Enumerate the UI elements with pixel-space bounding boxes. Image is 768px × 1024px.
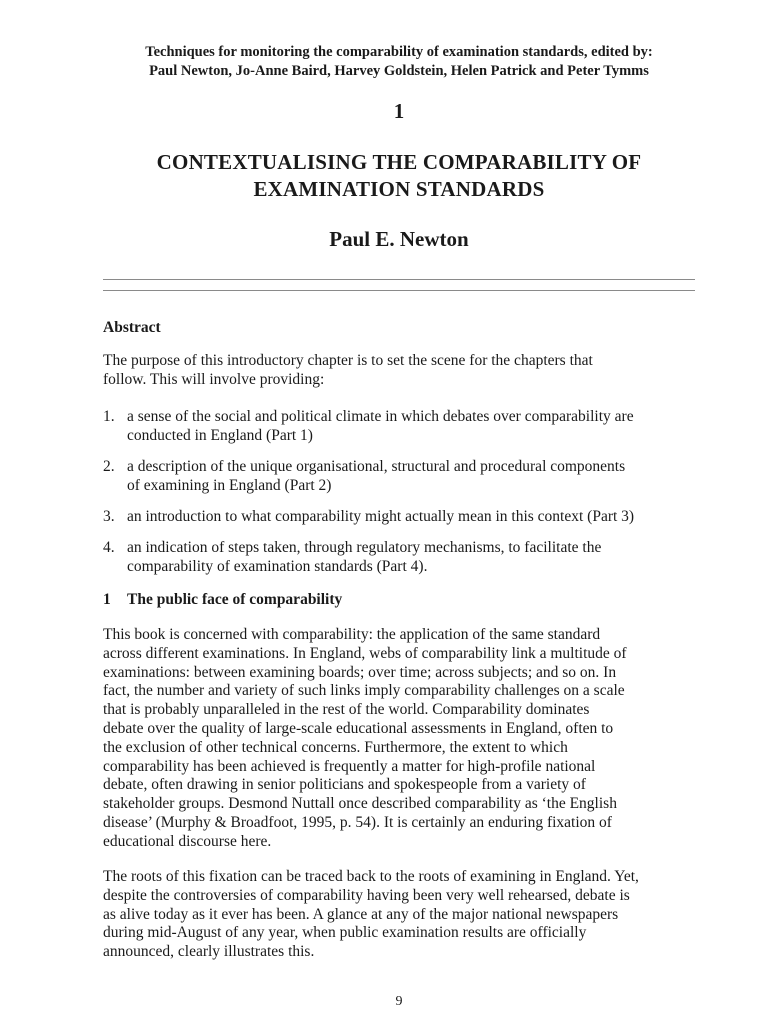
paragraph-line: the exclusion of other technical concerns. Furthermore, the extent to which [103,738,568,756]
list-item-number: 3. [103,508,115,526]
divider-bottom [103,290,695,291]
paragraph-line: debate over the quality of large-scale educational assessments in England, often to [103,719,614,737]
list-item-line: a sense of the social and political climate in which debates over comparability are [127,408,634,425]
list-item-number: 1. [103,408,115,425]
document-page [103,0,695,1024]
list-item-line: an indication of steps taken, through regulatory mechanisms, to facilitate the [127,539,602,557]
body-paragraph-2 [103,868,695,962]
list-item [103,458,695,496]
chapter-title-line-1: CONTEXTUALISING THE COMPARABILITY OF [156,150,642,174]
paragraph-line: stakeholder groups. Desmond Nuttall once described comparability as ‘the English [103,795,617,813]
section-title: The public face of comparability [127,591,343,608]
chapter-number: 1 [393,99,405,123]
list-item-line: comparability of examination standards (Part 4). [127,558,428,576]
abstract-list [103,408,695,590]
page-number: 9 [395,994,403,1009]
list-item [103,408,695,446]
paragraph-line: that is probably unparalleled in the rest of the world. Comparability dominates [103,701,590,719]
section-heading [103,591,342,609]
abstract-intro-line: The purpose of this introductory chapter is to set the scene for the chapters that [103,352,593,369]
list-item [103,539,695,577]
book-citation-header [103,43,695,81]
list-item-number: 4. [103,539,115,557]
paragraph-line: disease’ (Murphy & Broadfoot, 1995, p. 54). It is certainly an enduring fixation of [103,813,612,831]
abstract-heading: Abstract [103,319,161,336]
paragraph-line: as alive today as it ever has been. A glance at any of the major national newspapers [103,905,619,923]
paragraph-line: The roots of this fixation can be traced back to the roots of examining in England. Yet, [103,868,639,885]
list-item-line: conducted in England (Part 1) [127,426,313,444]
section-number: 1 [103,591,111,608]
chapter-title [103,149,695,203]
list-item-line: a description of the unique organisational, structural and procedural components [127,458,626,476]
paragraph-line: across different examinations. In England, webs of comparability link a multitude of [103,644,627,662]
divider-top [103,279,695,280]
paragraph-line: comparability has been achieved is frequently a matter for high-profile national [103,757,596,775]
list-item-number: 2. [103,458,115,476]
citation-line-1: Techniques for monitoring the comparability of examination standards, edited by: [145,44,653,60]
list-item-line: an introduction to what comparability might actually mean in this context (Part 3) [127,508,635,526]
paragraph-line: fact, the number and variety of such links imply comparability challenges on a scale [103,682,625,700]
abstract-intro [103,352,695,390]
paragraph-line: despite the controversies of comparability having been very well rehearsed, debate is [103,886,630,904]
paragraph-line: during mid-August of any year, when public examination results are officially [103,924,587,942]
body-paragraph-1 [103,626,695,852]
paragraph-line: announced, clearly illustrates this. [103,943,315,961]
list-item [103,508,695,527]
paragraph-line: This book is concerned with comparability: the application of the same standard [103,626,601,643]
paragraph-line: educational discourse here. [103,832,272,850]
list-item-line: of examining in England (Part 2) [127,476,332,494]
citation-line-2: Paul Newton, Jo-Anne Baird, Harvey Goldstein, Helen Patrick and Peter Tymms [149,63,649,79]
abstract-intro-line: follow. This will involve providing: [103,370,325,388]
chapter-title-line-2: EXAMINATION STANDARDS [253,177,545,201]
paragraph-line: debate, often drawing in senior politicians and spokespeople from a variety of [103,776,586,794]
chapter-author: Paul E. Newton [329,227,469,251]
paragraph-line: examinations: between examining boards; over time; across subjects; and so on. In [103,663,617,681]
